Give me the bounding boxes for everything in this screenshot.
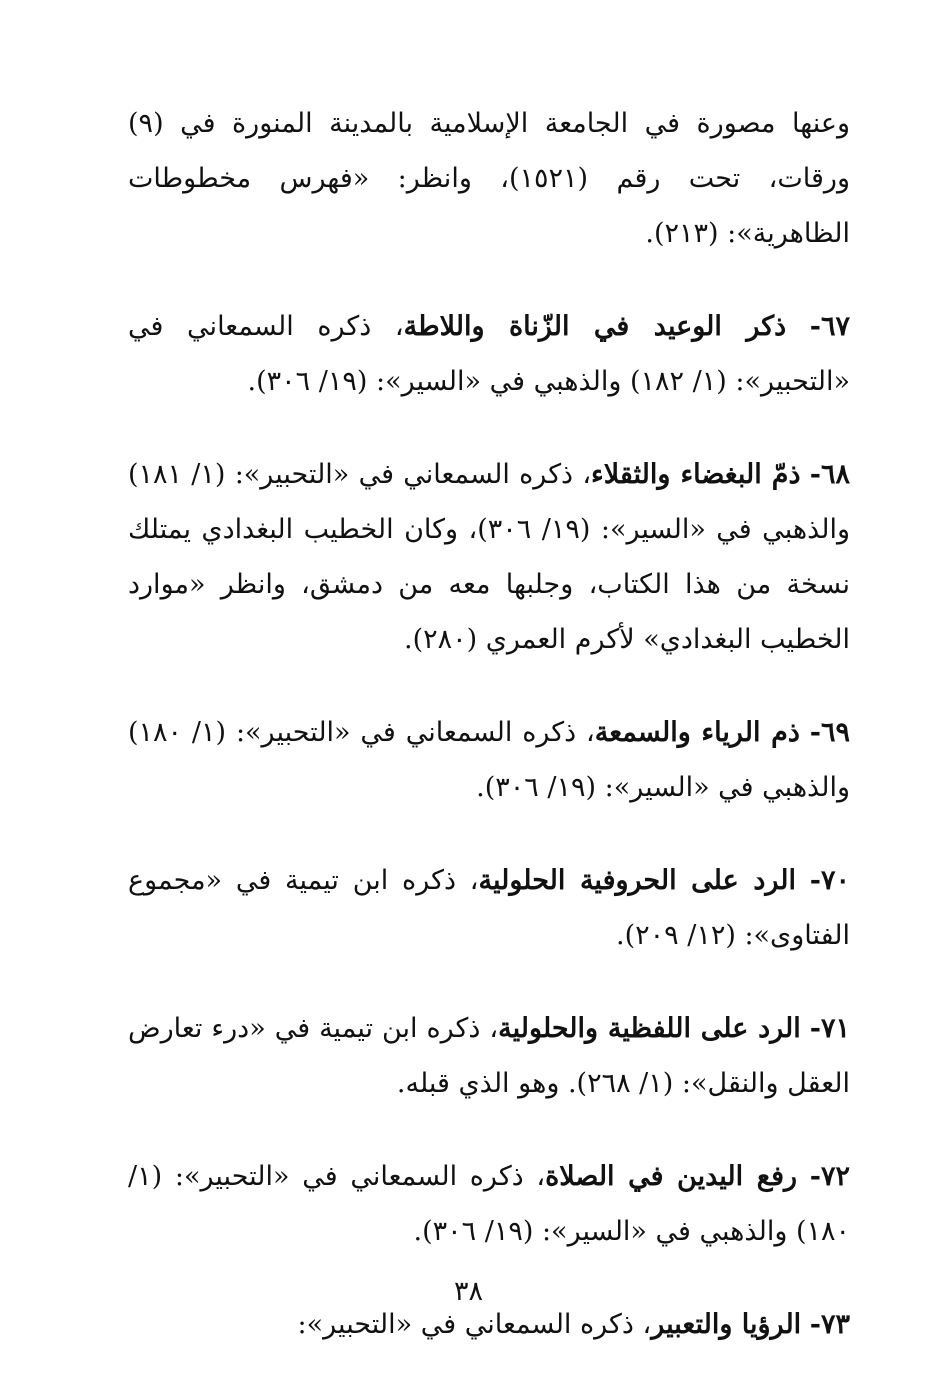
entry-number: ٦٧- bbox=[809, 311, 850, 342]
entry-title: ذكر الوعيد في الزّناة واللاطة bbox=[403, 311, 787, 342]
entry-title: الرؤيا والتعبير bbox=[651, 1309, 802, 1340]
entry-text: ، ذكره السمعاني في «التحبير»: bbox=[297, 1309, 652, 1340]
entry-number: ٦٨- bbox=[809, 459, 850, 490]
entry-number: ٧٢- bbox=[809, 1161, 850, 1192]
entry-67 bbox=[128, 299, 850, 409]
entry-title: ذمّ البغضاء والثقلاء bbox=[591, 459, 801, 490]
entry-text: ، ذكره السمعاني في «التحبير»: (١/ ١٨٢) والذهبي في «السير»: (١٩/ ٣٠٦). bbox=[128, 311, 850, 397]
entry-text: ، ذكره ابن تيمية في «درء تعارض العقل والنقل»: (١/ ٢٦٨). وهو الذي قبله. bbox=[128, 1013, 850, 1099]
entry-title: الرد على اللفظية والحلولية bbox=[498, 1013, 801, 1044]
entry-title: الرد على الحروفية الحلولية bbox=[478, 865, 796, 896]
entry-number: ٧٣- bbox=[809, 1309, 850, 1340]
entry-text: ، ذكره ابن تيمية في «مجموع الفتاوى»: (١٢/ ٢٠٩). bbox=[128, 865, 850, 951]
page-number: ٣٨ bbox=[453, 1276, 483, 1307]
entry-title: رفع اليدين في الصلاة bbox=[545, 1161, 798, 1192]
entry-number: ٧٠- bbox=[809, 865, 850, 896]
entry-text: ، ذكره السمعاني في «التحبير»: (١/ ١٨١) والذهبي في «السير»: (١٩/ ٣٠٦)، وكان الخطيب البغدادي يمتلك نسخة من هذا الكتاب، وجلبها معه من دمشق، وانظر «موارد الخطيب البغدادي» لأكرم العمري (٢٨٠). bbox=[128, 459, 851, 655]
document-body bbox=[128, 96, 850, 1390]
entry-70 bbox=[128, 853, 850, 963]
entry-72 bbox=[128, 1149, 850, 1259]
entry-number: ٦٩- bbox=[809, 717, 850, 748]
entry-number: ٧١- bbox=[809, 1013, 850, 1044]
entry-title: ذم الرياء والسمعة bbox=[594, 717, 800, 748]
intro-paragraph: وعنها مصورة في الجامعة الإسلامية بالمدينة المنورة في (٩) ورقات، تحت رقم (١٥٢١)، وانظر: «فهرس مخطوطات الظاهرية»: (٢١٣). bbox=[128, 108, 850, 249]
entry-text: ، ذكره السمعاني في «التحبير»: (١/ ١٨٠) والذهبي في «السير»: (١٩/ ٣٠٦). bbox=[128, 717, 850, 803]
entry-69 bbox=[128, 705, 850, 815]
entry-71 bbox=[128, 1001, 850, 1111]
entry-text: ، ذكره السمعاني في «التحبير»: (١/ ١٨٠) والذهبي في «السير»: (١٩/ ٣٠٦). bbox=[128, 1161, 850, 1247]
entry-68 bbox=[128, 447, 850, 667]
